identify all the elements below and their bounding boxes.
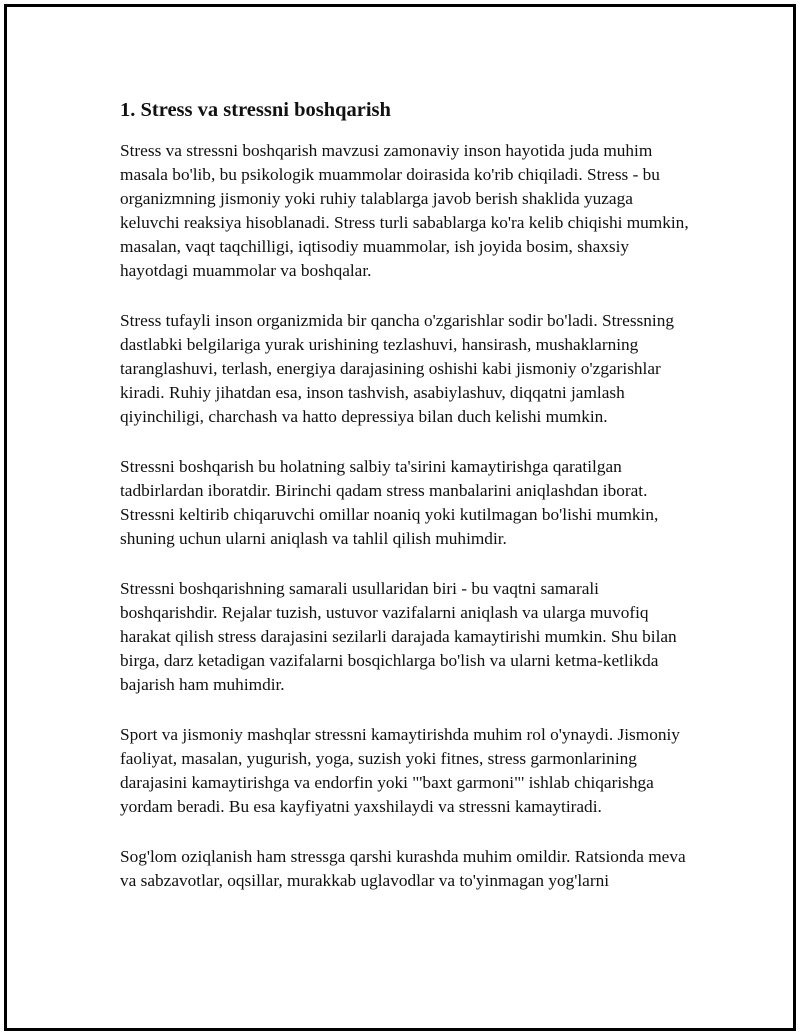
paragraph-6: Sog'lom oziqlanish ham stressga qarshi kurashda muhim omildir. Ratsionda meva va sabzavotlar, oqsillar, murakkab uglavodlar va to'yinmagan yog'larni xyxy=(120,847,686,890)
section-heading: 1. Stress va stressni boshqarish xyxy=(120,99,391,121)
paragraph-4: Stressni boshqarishning samarali usullaridan biri - bu vaqtni samarali boshqarishdir. Rejalar tuzish, ustuvor vazifalarni aniqlash va ularga muvofiq harakat qilish stress darajasini sezilarli darajada kamaytirishi mumkin. Shu bilan birga, darz ketadigan vazifalarni bosqichlarga bo'lish va ularni ketma-ketlikda bajarish ham muhimdir. xyxy=(120,579,677,694)
paragraph-3: Stressni boshqarish bu holatning salbiy ta'sirini kamaytirishga qaratilgan tadbirlardan iboratdir. Birinchi qadam stress manbalarini aniqlashdan iborat. Stressni keltirib chiqaruvchi omillar noaniq yoki kutilmagan bo'lishi mumkin, shuning uchun ularni aniqlash va tahlil qilish muhimdir. xyxy=(120,457,659,548)
paragraph-5: Sport va jismoniy mashqlar stressni kamaytirishda muhim rol o'ynaydi. Jismoniy faoliyat, masalan, yugurish, yoga, suzish yoki fitnes, stress garmonlarining darajasini kamaytirishga va endorfin yoki "'baxt garmoni"' ishlab chiqarishga yordam beradi. Bu esa kayfiyatni yaxshilaydi va stressni kamaytiradi. xyxy=(120,725,680,816)
document-body xyxy=(120,97,690,919)
document-page xyxy=(4,4,796,1031)
paragraph-1: Stress va stressni boshqarish mavzusi zamonaviy inson hayotida juda muhim masala bo'lib, bu psikologik muammolar doirasida ko'rib chiqiladi. Stress - bu organizmning jismoniy yoki ruhiy talablarga javob berish shaklida yuzaga keluvchi reaksiya hisoblanadi. Stress turli sabablarga ko'ra kelib chiqishi mumkin, masalan, vaqt taqchilligi, iqtisodiy muammolar, ish joyida bosim, shaxsiy hayotdagi muammolar va boshqalar. xyxy=(120,141,689,280)
paragraph-2: Stress tufayli inson organizmida bir qancha o'zgarishlar sodir bo'ladi. Stressning dastlabki belgilariga yurak urishining tezlashuvi, hansirash, mushaklarning taranglashuvi, terlash, energiya darajasining oshishi kabi jismoniy o'zgarishlar kiradi. Ruhiy jihatdan esa, inson tashvish, asabiylashuv, diqqatni jamlash qiyinchiligi, charchash va hatto depressiya bilan duch kelishi mumkin. xyxy=(120,311,675,426)
